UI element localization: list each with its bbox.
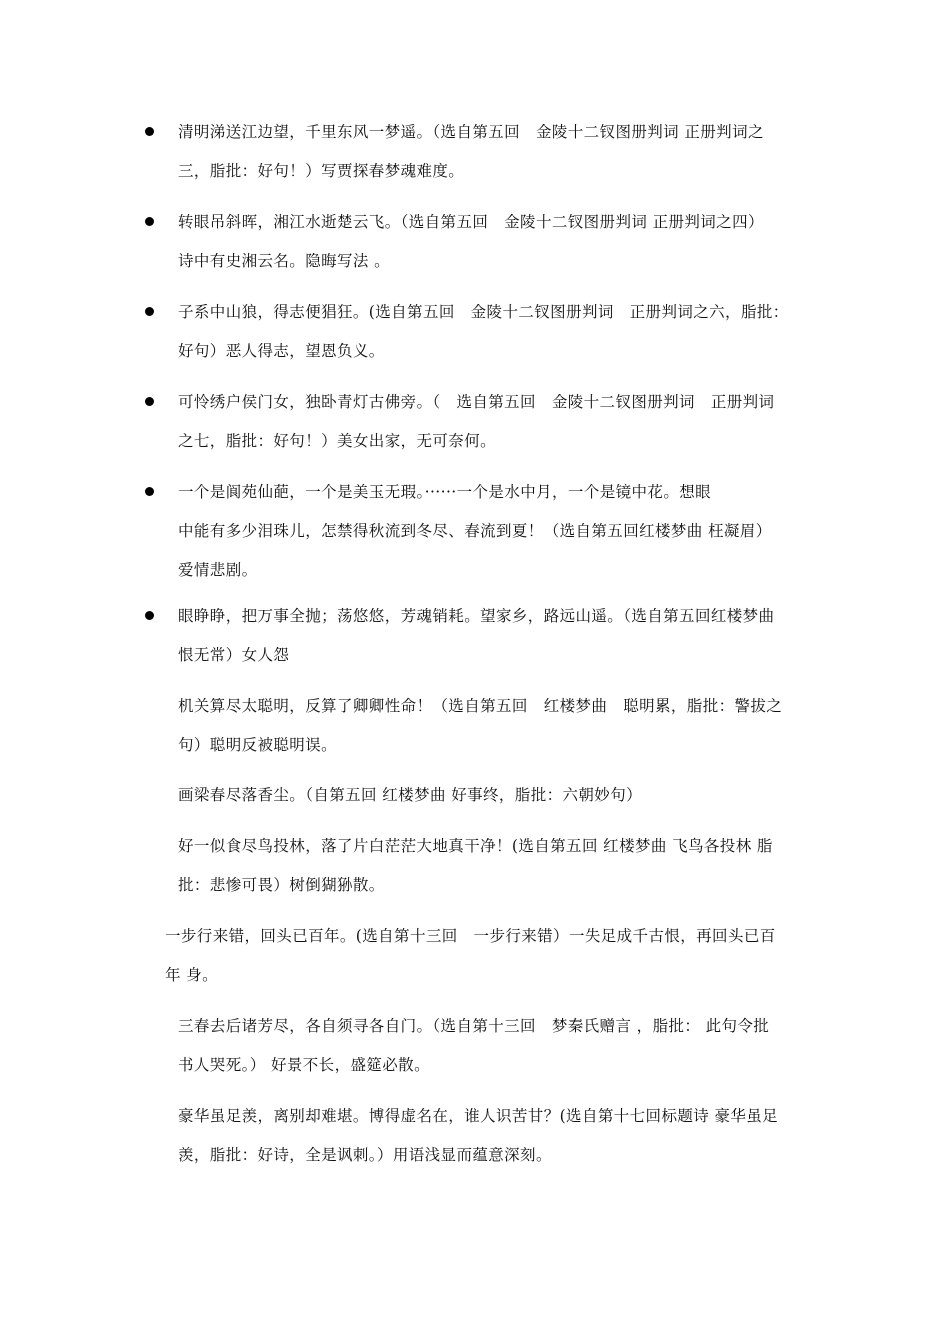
paragraph-line: 羡，脂批：好诗，全是讽刺。）用语浅显而蕴意深刻。 <box>178 1146 552 1164</box>
paragraph-line: 转眼吊斜晖，湘江水逝楚云飞。（选自第五回 金陵十二钗图册判词 正册判词之四） <box>178 213 764 231</box>
paragraph-line: 眼睁睁，把万事全抛；荡悠悠，芳魂销耗。望家乡，路远山遥。（选自第五回红楼梦曲 <box>178 607 775 625</box>
paragraph-line: 爱情悲剧。 <box>178 561 258 579</box>
quote-paragraph <box>178 203 764 281</box>
paragraph-line: 中能有多少泪珠儿，怎禁得秋流到冬尽、春流到夏！（选自第五回红楼梦曲 枉凝眉） <box>178 522 772 540</box>
quote-paragraph <box>178 383 774 461</box>
paragraph-line: 批：悲惨可畏）树倒猢狲散。 <box>178 876 385 894</box>
paragraph-line: 一个是阆苑仙葩，一个是美玉无瑕。······一个是水中月，一个是镜中花。想眼 <box>178 483 712 501</box>
paragraph-line: 机关算尽太聪明，反算了卿卿性命！（选自第五回 红楼梦曲 聪明累，脂批：警拔之 <box>178 697 783 715</box>
paragraph-line: 恨无常）女人怨 <box>178 646 290 664</box>
bullet-icon <box>145 397 154 406</box>
quote-paragraph <box>178 1097 778 1175</box>
paragraph-line: 豪华虽足羡，离别却难堪。博得虚名在，谁人识苦甘？(选自第十七回标题诗 豪华虽足 <box>178 1107 779 1125</box>
paragraph-line: 诗中有史湘云名。隐晦写法 。 <box>178 252 391 270</box>
paragraph-line: 书人哭死。） 好景不长，盛筵必散。 <box>178 1056 430 1074</box>
paragraph-line: 三，脂批：好句！）写贾探春梦魂难度。 <box>178 162 465 180</box>
paragraph-line: 可怜绣户侯门女，独卧青灯古佛旁。（ 选自第五回 金陵十二钗图册判词 正册判词 <box>178 393 775 411</box>
quote-paragraph <box>178 293 789 371</box>
paragraph-line: 子系中山狼，得志便猖狂。(选自第五回 金陵十二钗图册判词 正册判词之六，脂批： <box>178 303 789 321</box>
quote-paragraph <box>178 827 773 905</box>
paragraph-line: 一步行来错，回头已百年。(选自第十三回 一步行来错）一失足成千古恨，再回头已百 <box>165 927 776 945</box>
quote-paragraph <box>178 113 764 191</box>
paragraph-line: 句）聪明反被聪明误。 <box>178 736 338 754</box>
bullet-icon <box>145 307 154 316</box>
bullet-icon <box>145 611 154 620</box>
paragraph-line: 画梁春尽落香尘。（自第五回 红楼梦曲 好事终，脂批：六朝妙句） <box>178 786 643 804</box>
bullet-icon <box>145 487 154 496</box>
paragraph-line: 年 身。 <box>165 966 219 984</box>
paragraph-line: 之七，脂批：好句！）美女出家，无可奈何。 <box>178 432 497 450</box>
paragraph-line: 三春去后诸芳尽，各自须寻各自门。（选自第十三回 梦秦氏赠言 ，脂批： 此句令批 <box>178 1017 770 1035</box>
bullet-icon <box>145 127 154 136</box>
quote-paragraph <box>178 473 772 590</box>
paragraph-line: 清明涕送江边望，千里东风一梦遥。（选自第五回 金陵十二钗图册判词 正册判词之 <box>178 123 764 141</box>
quote-paragraph <box>178 687 782 765</box>
quote-paragraph <box>178 597 774 675</box>
paragraph-line: 好句）恶人得志，望恩负义。 <box>178 342 385 360</box>
quote-paragraph <box>178 1007 769 1085</box>
bullet-icon <box>145 217 154 226</box>
quote-paragraph <box>178 776 642 815</box>
quote-paragraph <box>165 917 776 995</box>
paragraph-line: 好一似食尽鸟投林，落了片白茫茫大地真干净！(选自第五回 红楼梦曲 飞鸟各投林 脂 <box>178 837 773 855</box>
